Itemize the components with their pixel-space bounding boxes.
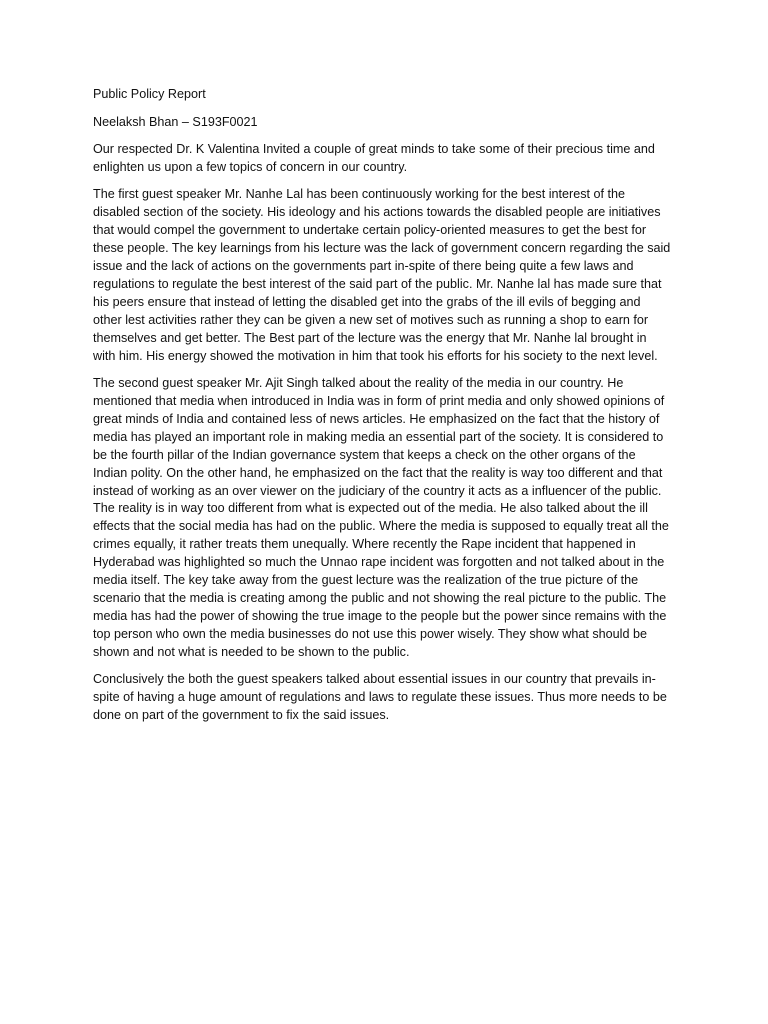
author-line: Neelaksh Bhan – S193F0021	[93, 114, 258, 129]
paragraph-intro: Our respected Dr. K Valentina Invited a couple of great minds to take some of their precious time and enlighten us upon a few topics of concern in our country.	[93, 142, 655, 174]
document-title: Public Policy Report	[93, 87, 206, 101]
paragraph-second-speaker: The second guest speaker Mr. Ajit Singh talked about the reality of the media in our country. He mentioned that media when introduced in India was in form of print media and only showed opinions of great minds of India and contained less of news articles. He emphasized on the fact that the history of media has played an important role in making media an essential part of the society. It is considered to be the fourth pillar of the Indian governance system that keeps a check on the other organs of the Indian polity. On the other hand, he emphasized on the fact that the reality is way too different and that instead of working as an over viewer on the judiciary of the country it acts as a influencer of the public. The reality is in way too different from what is expected out of the media. He also talked about the ill effects that the social media has had on the public. Where the media is supposed to equally treat all the crimes equally, it rather treats them unequally. Where recently the Rape incident that happened in Hyderabad was highlighted so much the Unnao rape incident was forgotten and not talked about in the media itself. The key take away from the guest lecture was the realization of the true picture of the scenario that the media is creating among the public and not showing the real picture to the public. The media has had the power of showing the true image to the people but the power since remains with the top person who own the media businesses do not use this power wisely. They show what should be shown and not what is needed to be shown to the public.	[93, 376, 669, 659]
paragraph-conclusion: Conclusively the both the guest speakers talked about essential issues in our country that prevails in-spite of having a huge amount of regulations and laws to regulate these issues. Thus more needs to be done on part of the government to fix the said issues.	[93, 672, 667, 722]
document-body	[93, 86, 671, 734]
paragraph-first-speaker: The first guest speaker Mr. Nanhe Lal has been continuously working for the best interest of the disabled section of the society. His ideology and his actions towards the disabled people are initiatives that would compel the government to undertake certain policy-oriented measures to get the best for these people. The key learnings from his lecture was the lack of government concern regarding the said issue and the lack of actions on the governments part in-spite of there being quite a few laws and regulations to regulate the best interest of the said part of the public. Mr. Nanhe lal has made sure that his peers ensure that instead of letting the disabled get into the grabs of the ill evils of begging and other lest activities rather they can be given a new set of motives such as running a shop to earn for themselves and get better. The Best part of the lecture was the energy that Mr. Nanhe lal brought in with him. His energy showed the motivation in him that took his efforts for his society to the next level.	[93, 187, 671, 363]
